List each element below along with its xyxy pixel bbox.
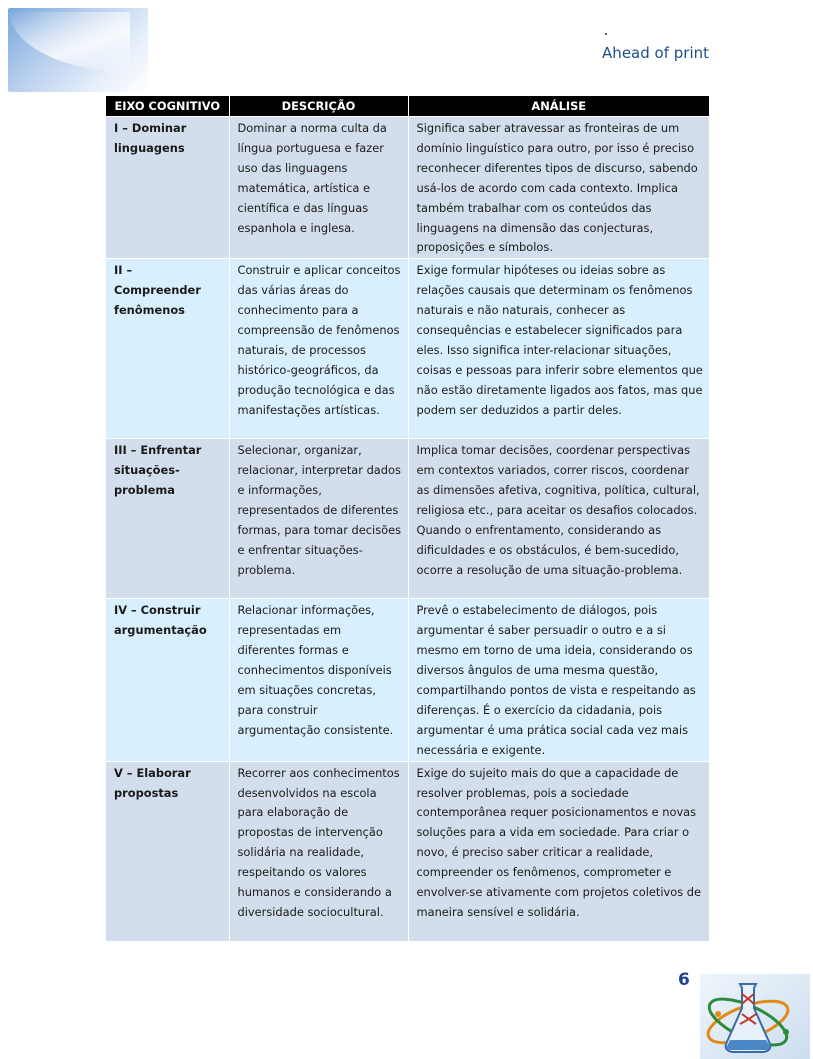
- axis-cell: V – Elaborar propostas: [106, 761, 229, 941]
- table-row: [106, 761, 709, 941]
- analysis-cell: Implica tomar decisões, coordenar perspectivas em contextos variados, correr riscos, coordenar as dimensões afetiva, cognitiva, política, cultural, religiosa etc., para aceitar os desafios colocados. Quando o enfrentamento, considerando as dificuldades e os obstáculos, é bem-sucedido, ocorre a resolução de uma situação-problema.: [408, 439, 709, 599]
- axis-cell: II – Compreender fenômenos: [106, 259, 229, 439]
- description-cell: Recorrer aos conhecimentos desenvolvidos na escola para elaboração de propostas de intervenção solidária na realidade, respeitando os valores humanos e considerando a diversidade sociocultural.: [229, 761, 408, 941]
- page-number: 6: [678, 970, 690, 990]
- table-row: [106, 117, 709, 259]
- header-dot: [605, 33, 607, 35]
- table-row: [106, 259, 709, 439]
- column-header-description: DESCRIÇÃO: [229, 96, 408, 117]
- flask-dna-atom-logo-icon: [700, 974, 810, 1059]
- description-cell: Relacionar informações, representadas em diferentes formas e conhecimentos disponíveis em situações concretas, para construir argumentação consistente.: [229, 599, 408, 761]
- description-cell: Construir e aplicar conceitos das várias áreas do conhecimento para a compreensão de fenômenos naturais, de processos histórico-geográficos, da produção tecnológica e das manifestações artísticas.: [229, 259, 408, 439]
- column-header-analysis: ANÁLISE: [408, 96, 709, 117]
- cognitive-axes-table: [106, 96, 709, 941]
- description-cell: Dominar a norma culta da língua portuguesa e fazer uso das linguagens matemática, artística e científica e das línguas espanhola e inglesa.: [229, 117, 408, 259]
- analysis-cell: Exige do sujeito mais do que a capacidade de resolver problemas, pois a sociedade contemporânea requer posicionamentos e novas soluções para a vida em sociedade. Para criar o novo, é preciso saber criticar a realidade, compreender os fenômenos, comprometer e envolver-se ativamente com projetos coletivos de maneira sensível e solidária.: [408, 761, 709, 941]
- column-header-axis: EIXO COGNITIVO: [106, 96, 229, 117]
- axis-cell: I – Dominar linguagens: [106, 117, 229, 259]
- description-cell: Selecionar, organizar, relacionar, interpretar dados e informações, representados de diferentes formas, para tomar decisões e enfrentar situações-problema.: [229, 439, 408, 599]
- axis-cell: IV – Construir argumentação: [106, 599, 229, 761]
- journal-status: Ahead of print: [602, 44, 709, 62]
- analysis-cell: Exige formular hipóteses ou ideias sobre as relações causais que determinam os fenômenos naturais e não naturais, conhecer as consequências e estabelecer significados para eles. Isso significa inter-relacionar situações, coisas e pessoas para inferir sobre elementos que não estão diretamente ligados aos fatos, mas que podem ser deduzidos a partir deles.: [408, 259, 709, 439]
- axis-cell: III – Enfrentar situações-problema: [106, 439, 229, 599]
- table-row: [106, 439, 709, 599]
- analysis-cell: Significa saber atravessar as fronteiras de um domínio linguístico para outro, por isso é preciso reconhecer diferentes tipos de discurso, sabendo usá-los de acordo com cada contexto. Implica também trabalhar com os conteúdos das linguagens na dimensão das conjecturas, proposições e símbolos.: [408, 117, 709, 259]
- table-row: [106, 599, 709, 761]
- table-header-row: [106, 96, 709, 117]
- analysis-cell: Prevê o estabelecimento de diálogos, pois argumentar é saber persuadir o outro e a si mesmo em torno de uma ideia, considerando os diversos ângulos de uma mesma questão, compartilhando pontos de vista e respeitando as diferenças. É o exercício da cidadania, pois argumentar é uma prática social cada vez mais necessária e exigente.: [408, 599, 709, 761]
